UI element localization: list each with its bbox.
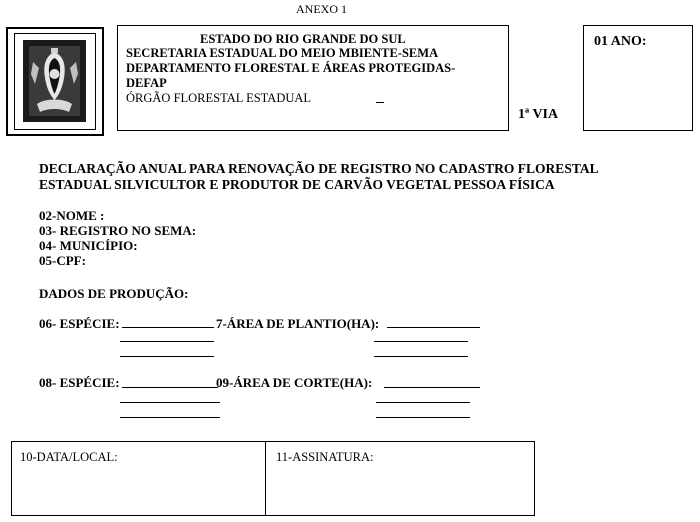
coat-of-arms-frame <box>6 27 104 136</box>
header-forest-agency: ÓRGÃO FLORESTAL ESTADUAL <box>126 91 312 105</box>
species-1-label: 06- ESPÉCIE: <box>39 316 120 331</box>
species-2-line[interactable] <box>122 387 218 388</box>
form-title-line-2: ESTADUAL SILVICULTOR E PRODUTOR DE CARVÃO VEGETAL PESSOA FÍSICA <box>39 177 555 192</box>
signature-block <box>11 441 535 516</box>
state-coat-of-arms-icon <box>15 34 94 128</box>
registration-field-label: 03- REGISTRO NO SEMA: <box>39 223 197 238</box>
signature-divider <box>265 442 266 515</box>
name-field-label: 02-NOME : <box>39 208 105 223</box>
planting-area-line-2[interactable] <box>374 341 468 342</box>
planting-area-label: 7-ÁREA DE PLANTIO(HA): <box>216 316 380 331</box>
municipality-field-label: 04- MUNICÍPIO: <box>39 238 138 253</box>
species-1-line-2[interactable] <box>120 341 214 342</box>
cutting-area-line-2[interactable] <box>376 402 470 403</box>
species-2-label: 08- ESPÉCIE: <box>39 375 120 390</box>
cutting-area-label: 09-ÁREA DE CORTE(HA): <box>216 375 373 390</box>
copy-label: 1ª VIA <box>518 107 559 122</box>
year-box <box>583 25 693 131</box>
species-1-line-3[interactable] <box>120 356 214 357</box>
planting-area-line-3[interactable] <box>374 356 468 357</box>
production-heading: DADOS DE PRODUÇÃO: <box>39 286 189 301</box>
header-department: DEPARTAMENTO FLORESTAL E ÁREAS PROTEGIDAS- <box>126 61 456 75</box>
header-defap: DEFAP <box>126 76 167 90</box>
date-place-label: 10-DATA/LOCAL: <box>20 450 118 464</box>
annex-label: ANEXO 1 <box>296 2 347 16</box>
coat-of-arms-inner-frame <box>14 33 96 130</box>
species-2-line-2[interactable] <box>120 402 220 403</box>
cutting-area-line[interactable] <box>384 387 480 388</box>
planting-area-line[interactable] <box>387 327 480 328</box>
cpf-field-label: 05-CPF: <box>39 253 86 268</box>
header-state: ESTADO DO RIO GRANDE DO SUL <box>200 32 406 46</box>
header-dash <box>376 102 384 103</box>
form-title-line-1: DECLARAÇÃO ANUAL PARA RENOVAÇÃO DE REGISTRO NO CADASTRO FLORESTAL <box>39 161 599 176</box>
year-label: 01 ANO: <box>594 34 647 49</box>
cutting-area-line-3[interactable] <box>376 417 470 418</box>
header-secretariat: SECRETARIA ESTADUAL DO MEIO MBIENTE-SEMA <box>126 46 439 60</box>
species-2-line-3[interactable] <box>120 417 220 418</box>
signature-label: 11-ASSINATURA: <box>276 450 374 464</box>
species-1-line[interactable] <box>122 327 214 328</box>
issuing-agency-header <box>117 25 509 131</box>
